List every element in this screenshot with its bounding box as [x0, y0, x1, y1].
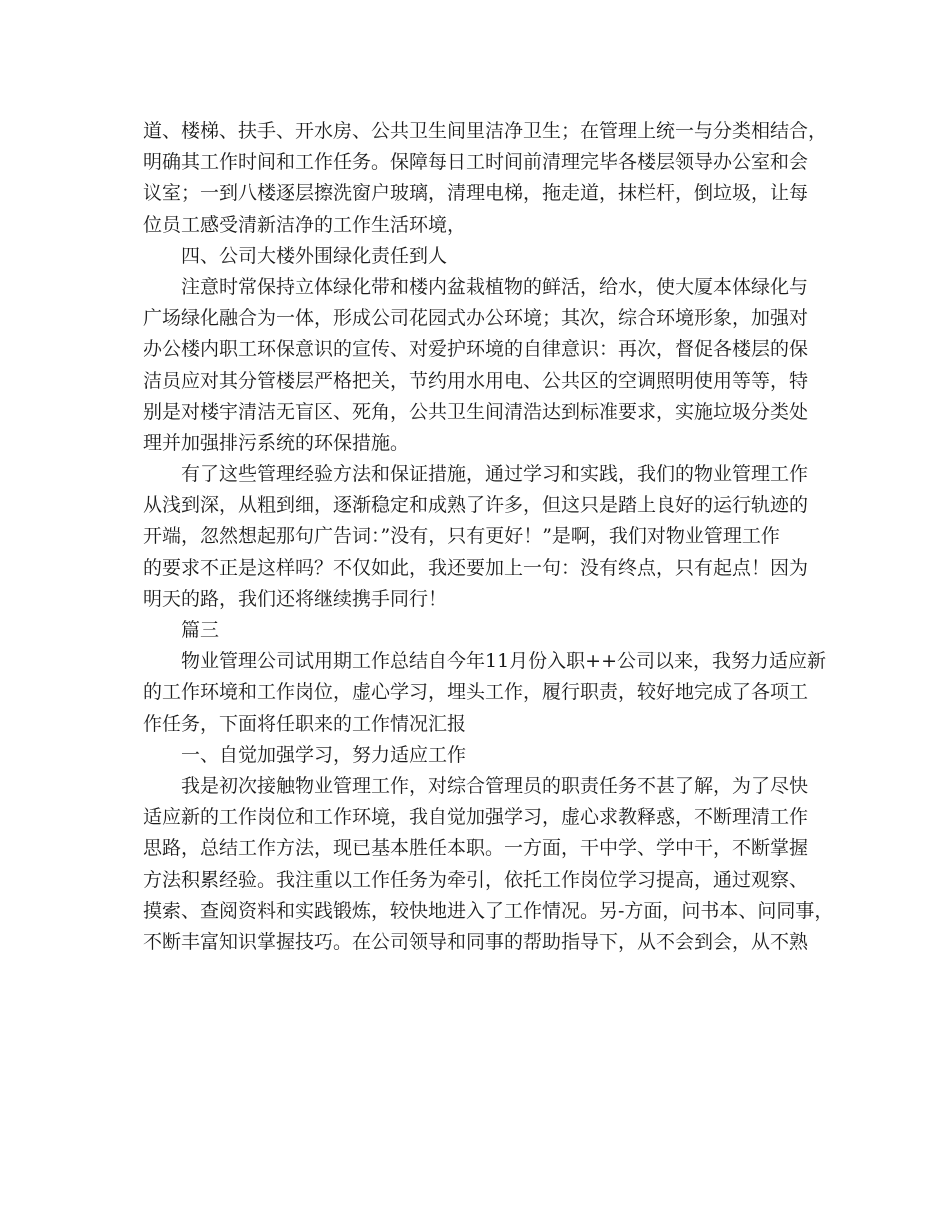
text-line: 别是对楼宇清洁无盲区、死角，公共卫生间清浩达到标准要求，实施垃圾分类处	[143, 400, 809, 423]
text-line: 的要求不正是这样吗？不仅如此，我还要加上一句：没有终点，只有起点！因为	[143, 556, 809, 579]
text-line: 洁员应对其分管楼层严格把关，节约用水用电、公共区的空调照明使用等等，特	[143, 369, 809, 392]
text-line: 物业管理公司试用期工作总结自今年11月份入职++公司以来，我努力适应新	[181, 650, 827, 673]
text-line: 四、公司大楼外围绿化责任到人	[181, 244, 448, 267]
text-line: 一、自觉加强学习，努力适应工作	[181, 743, 467, 766]
text-line: 道、楼梯、扶手、开水房、公共卫生间里洁净卫生；在管理上统一与分类相结合，	[143, 120, 828, 142]
text-line: 作任务，下面将任职来的工作情况汇报	[143, 712, 467, 735]
text-line: 办公楼内职工环保意识的宣传、对爱护环境的自律意识：再次，督促各楼层的保	[143, 338, 809, 361]
text-line: 从浅到深，从粗到细，逐渐稳定和成熟了许多，但这只是踏上良好的运行轨迹的	[143, 494, 809, 517]
text-line: 有了这些管理经验方法和保证措施，通过学习和实践，我们的物业管理工作	[181, 463, 809, 486]
text-line: 摸索、查阅资料和实践锻炼，较快地进入了工作情况。另-方面，问书本、问同事，	[143, 899, 834, 922]
text-line: 理并加强排污系统的环保措施。	[143, 431, 410, 454]
text-line: 明天的路，我们还将继续携手同行！	[143, 587, 448, 610]
text-line: 我是初次接触物业管理工作，对综合管理员的职责任务不甚了解，为了尽快	[181, 774, 809, 797]
text-line: 的工作环境和工作岗位，虚心学习，埋头工作，履行职责，较好地完成了各项工	[143, 681, 809, 704]
text-line: 方法积累经验。我注重以工作任务为牵引，依托工作岗位学习提高，通过观察、	[143, 868, 809, 891]
text-line: 位员工感受清新洁净的工作生活环境，	[143, 213, 467, 236]
text-line: 广场绿化融合为一体，形成公司花园式办公环境；其次，综合环境形象，加强对	[143, 307, 809, 330]
text-line: 篇三	[181, 619, 220, 641]
text-line: 适应新的工作岗位和工作环境，我自觉加强学习，虚心求教释惑，不断理清工作	[143, 806, 809, 829]
text-line: 思路，总结工作方法，现已基本胜任本职。一方面，干中学、学中干，不断掌握	[143, 837, 809, 860]
text-line: 明确其工作时间和工作任务。保障每日工时间前清理完毕各楼层领导办公室和会	[143, 151, 809, 174]
text-line: 注意时常保持立体绿化带和楼内盆栽植物的鲜活，给水，使大厦本体绿化与	[181, 275, 809, 298]
text-line: 不断丰富知识掌握技巧。在公司领导和同事的帮助指导下，从不会到会，从不熟	[143, 930, 809, 953]
text-line: 开端，忽然想起那句广告词：”没有，只有更好！”是啊，我们对物业管理工作	[143, 525, 780, 548]
document-body	[143, 116, 834, 958]
text-line: 议室；一到八楼逐层擦洗窗户玻璃，清理电梯，拖走道，抹栏杆，倒垃圾，让每	[143, 182, 809, 205]
